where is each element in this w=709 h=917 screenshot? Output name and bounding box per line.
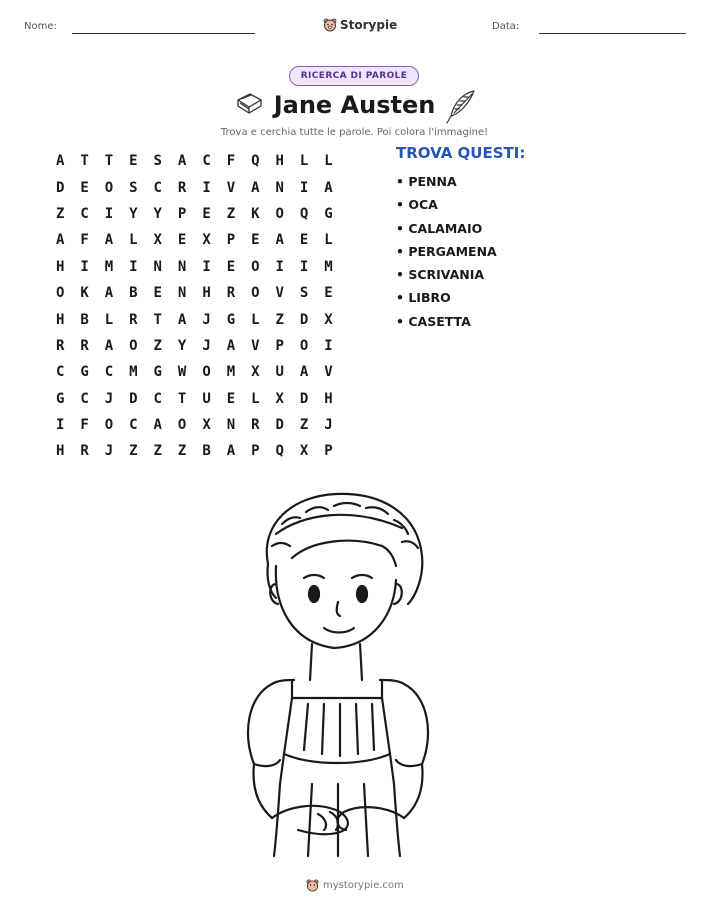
grid-letter[interactable]: I	[275, 258, 284, 275]
instructions: Trova e cerchia tutte le parole. Poi colora l'immagine!	[220, 127, 489, 138]
grid-letter[interactable]: L	[251, 311, 260, 328]
storypie-bear-icon	[323, 18, 337, 32]
grid-row	[48, 174, 341, 200]
grid-letter[interactable]: D	[275, 417, 284, 434]
grid-letter[interactable]: E	[202, 205, 211, 222]
grid-letter[interactable]: J	[324, 417, 333, 434]
grid-letter[interactable]: N	[226, 417, 236, 434]
grid-letter[interactable]: V	[251, 337, 260, 354]
grid-letter[interactable]: A	[275, 232, 284, 249]
grid-letter[interactable]: N	[153, 258, 162, 275]
grid-letter[interactable]: O	[251, 285, 260, 302]
grid-letter[interactable]: R	[226, 285, 236, 302]
word-item: • PERGAMENA	[396, 243, 497, 259]
grid-letter[interactable]: E	[324, 285, 333, 302]
grid-row	[48, 148, 341, 174]
activity-badge: RICERCA DI PAROLE	[289, 66, 419, 86]
grid-letter[interactable]: H	[275, 153, 284, 170]
grid-letter[interactable]: G	[80, 364, 89, 381]
grid-letter[interactable]: L	[129, 232, 138, 249]
grid-letter[interactable]: J	[202, 311, 211, 328]
grid-letter[interactable]: H	[55, 258, 65, 275]
grid-letter[interactable]: P	[226, 232, 236, 249]
grid-letter[interactable]: R	[251, 417, 260, 434]
grid-letter[interactable]: H	[324, 390, 333, 407]
grid-row	[48, 333, 341, 359]
grid-letter[interactable]: L	[251, 390, 260, 407]
grid-letter[interactable]: D	[299, 311, 309, 328]
date-line[interactable]	[539, 33, 686, 34]
grid-letter[interactable]: O	[202, 364, 211, 381]
grid-row	[48, 227, 341, 253]
grid-letter[interactable]: E	[226, 258, 236, 275]
word-item: • SCRIVANIA	[396, 267, 485, 283]
grid-letter[interactable]: Q	[275, 443, 284, 460]
word-item: • PENNA	[396, 174, 457, 189]
grid-letter[interactable]: E	[153, 285, 162, 302]
grid-letter[interactable]: G	[226, 311, 236, 328]
grid-letter[interactable]: I	[129, 258, 138, 275]
grid-letter[interactable]: Q	[299, 205, 309, 222]
grid-letter[interactable]: Z	[153, 337, 162, 354]
grid-letter[interactable]: Q	[251, 153, 260, 170]
grid-letter[interactable]: I	[104, 205, 114, 222]
grid-letter[interactable]: Z	[299, 417, 309, 434]
name-label: Nome:	[24, 21, 57, 32]
grid-letter[interactable]: T	[104, 153, 114, 170]
grid-letter[interactable]: P	[275, 337, 284, 354]
grid-letter[interactable]: X	[251, 364, 260, 381]
grid-letter[interactable]: O	[177, 417, 187, 434]
grid-letter[interactable]: A	[104, 232, 114, 249]
grid-letter[interactable]: U	[202, 390, 211, 407]
grid-letter[interactable]: C	[153, 179, 162, 196]
grid-letter[interactable]: R	[129, 311, 138, 328]
grid-letter[interactable]: O	[104, 417, 114, 434]
grid-letter[interactable]: Y	[129, 205, 138, 222]
grid-letter[interactable]: J	[104, 390, 114, 407]
grid-letter[interactable]: T	[80, 153, 89, 170]
grid-letter[interactable]: X	[153, 232, 162, 249]
grid-letter[interactable]: A	[177, 311, 187, 328]
grid-letter[interactable]: A	[177, 153, 187, 170]
grid-letter[interactable]: X	[299, 443, 309, 460]
grid-letter[interactable]: L	[324, 232, 333, 249]
grid-letter[interactable]: O	[129, 337, 138, 354]
grid-letter[interactable]: R	[55, 337, 65, 354]
brand-logo	[323, 18, 397, 32]
grid-letter[interactable]: P	[251, 443, 260, 460]
grid-letter[interactable]: U	[275, 364, 284, 381]
grid-letter[interactable]: Y	[177, 337, 187, 354]
name-line[interactable]	[72, 33, 255, 34]
grid-letter[interactable]: W	[177, 364, 187, 381]
grid-letter[interactable]: E	[129, 153, 138, 170]
grid-letter[interactable]: D	[55, 179, 65, 196]
grid-letter[interactable]: M	[226, 364, 236, 381]
quill-icon	[444, 88, 478, 126]
jane-austen-coloring-illustration[interactable]	[232, 484, 472, 860]
grid-letter[interactable]: C	[202, 153, 211, 170]
grid-letter[interactable]: O	[104, 179, 114, 196]
grid-letter[interactable]: B	[202, 443, 211, 460]
grid-letter[interactable]: M	[324, 258, 333, 275]
grid-letter[interactable]: S	[129, 179, 138, 196]
grid-row	[48, 280, 341, 306]
date-label: Data:	[492, 21, 520, 32]
grid-letter[interactable]: F	[226, 153, 236, 170]
grid-letter[interactable]: D	[299, 390, 309, 407]
grid-letter[interactable]: A	[104, 285, 114, 302]
grid-letter[interactable]: I	[55, 417, 65, 434]
grid-letter[interactable]: H	[55, 311, 65, 328]
grid-letter[interactable]: V	[324, 364, 333, 381]
grid-letter[interactable]: A	[153, 417, 162, 434]
grid-letter[interactable]: N	[177, 285, 187, 302]
brand-name: Storypie	[340, 18, 398, 32]
grid-letter[interactable]: K	[251, 205, 260, 222]
grid-letter[interactable]: F	[80, 417, 89, 434]
grid-letter[interactable]: I	[299, 179, 309, 196]
grid-letter[interactable]: O	[55, 285, 65, 302]
grid-letter[interactable]: T	[177, 390, 187, 407]
grid-letter[interactable]: X	[202, 417, 211, 434]
grid-letter[interactable]: R	[177, 179, 187, 196]
grid-letter[interactable]: A	[226, 443, 236, 460]
grid-letter[interactable]: D	[129, 390, 138, 407]
grid-letter[interactable]: J	[202, 337, 211, 354]
title-row	[0, 88, 709, 128]
word-search-grid[interactable]	[48, 148, 341, 465]
grid-letter[interactable]: E	[177, 232, 187, 249]
grid-letter[interactable]: I	[80, 258, 89, 275]
grid-letter[interactable]: Z	[275, 311, 284, 328]
grid-letter[interactable]: Z	[177, 443, 187, 460]
word-item: • CALAMAIO	[396, 220, 483, 236]
grid-letter[interactable]: C	[55, 364, 65, 381]
word-list	[396, 144, 525, 333]
grid-letter[interactable]: M	[104, 258, 114, 275]
grid-letter[interactable]: P	[324, 443, 333, 460]
grid-letter[interactable]: X	[324, 311, 333, 328]
grid-letter[interactable]: I	[202, 179, 211, 196]
grid-letter[interactable]: C	[129, 417, 138, 434]
grid-letter[interactable]: I	[202, 258, 211, 275]
grid-letter[interactable]: G	[55, 390, 65, 407]
grid-letter[interactable]: L	[324, 153, 333, 170]
grid-row	[48, 386, 341, 412]
grid-letter[interactable]: A	[324, 179, 333, 196]
grid-row	[48, 201, 341, 227]
grid-letter[interactable]: E	[299, 232, 309, 249]
grid-letter[interactable]: S	[299, 285, 309, 302]
grid-letter[interactable]: O	[275, 205, 284, 222]
grid-letter[interactable]: X	[275, 390, 284, 407]
page-title: Jane Austen	[273, 91, 436, 119]
grid-letter[interactable]: V	[275, 285, 284, 302]
word-item: • OCA	[396, 197, 438, 213]
grid-letter[interactable]: Z	[226, 205, 236, 222]
grid-letter[interactable]: E	[80, 179, 89, 196]
grid-letter[interactable]: A	[55, 232, 65, 249]
grid-letter[interactable]: E	[226, 390, 236, 407]
grid-letter[interactable]: B	[80, 311, 89, 328]
grid-row	[48, 306, 341, 332]
footer	[306, 879, 404, 892]
grid-letter[interactable]: C	[153, 390, 162, 407]
grid-letter[interactable]: L	[299, 153, 309, 170]
grid-letter[interactable]: S	[153, 153, 162, 170]
grid-letter[interactable]: R	[80, 337, 89, 354]
grid-letter[interactable]: I	[324, 337, 333, 354]
grid-letter[interactable]: H	[202, 285, 211, 302]
grid-letter[interactable]: Z	[55, 205, 65, 222]
grid-letter[interactable]: H	[55, 443, 65, 460]
grid-letter[interactable]: K	[80, 285, 89, 302]
grid-letter[interactable]: F	[80, 232, 89, 249]
grid-letter[interactable]: A	[251, 179, 260, 196]
grid-letter[interactable]: Z	[153, 443, 162, 460]
grid-letter[interactable]: Y	[153, 205, 162, 222]
grid-letter[interactable]: X	[202, 232, 211, 249]
grid-letter[interactable]: A	[226, 337, 236, 354]
grid-letter[interactable]: O	[299, 337, 309, 354]
word-list-title: TROVA QUESTI:	[396, 144, 526, 162]
grid-letter[interactable]: A	[299, 364, 309, 381]
word-item: • CASETTA	[396, 313, 471, 329]
storypie-bear-icon	[306, 879, 319, 892]
grid-letter[interactable]: B	[129, 285, 138, 302]
grid-row	[48, 254, 341, 280]
grid-letter[interactable]: A	[55, 153, 65, 170]
grid-row	[48, 359, 341, 385]
word-item: • LIBRO	[396, 290, 451, 306]
grid-letter[interactable]: M	[129, 364, 138, 381]
grid-letter[interactable]: E	[251, 232, 260, 249]
grid-letter[interactable]: C	[80, 390, 89, 407]
grid-letter[interactable]: G	[153, 364, 162, 381]
grid-letter[interactable]: N	[275, 179, 284, 196]
grid-letter[interactable]: A	[104, 337, 114, 354]
grid-row	[48, 438, 341, 464]
grid-letter[interactable]: C	[80, 205, 89, 222]
grid-letter[interactable]: J	[104, 443, 114, 460]
grid-letter[interactable]: C	[104, 364, 114, 381]
book-icon	[234, 90, 264, 120]
grid-letter[interactable]: T	[153, 311, 162, 328]
footer-url: mystorypie.com	[323, 880, 404, 891]
grid-letter[interactable]: O	[251, 258, 260, 275]
grid-letter[interactable]: P	[177, 205, 187, 222]
grid-letter[interactable]: G	[324, 205, 333, 222]
header	[0, 18, 709, 38]
grid-letter[interactable]: I	[299, 258, 309, 275]
grid-letter[interactable]: L	[104, 311, 114, 328]
grid-letter[interactable]: R	[80, 443, 89, 460]
grid-letter[interactable]: Z	[129, 443, 138, 460]
grid-letter[interactable]: N	[177, 258, 187, 275]
grid-row	[48, 412, 341, 438]
grid-letter[interactable]: V	[226, 179, 236, 196]
